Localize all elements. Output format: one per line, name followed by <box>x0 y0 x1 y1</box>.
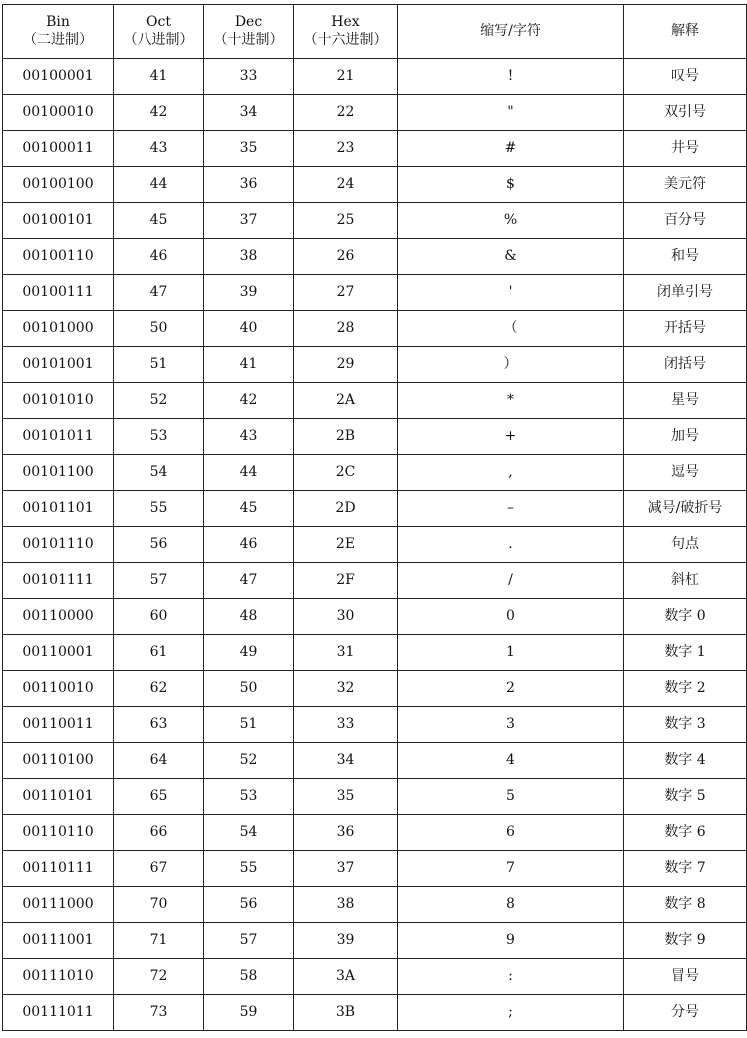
oct-cell: 41 <box>114 59 204 95</box>
char-cell: , <box>398 455 624 491</box>
char-cell: ） <box>398 347 624 383</box>
table-row <box>3 275 747 311</box>
desc-cell: 和号 <box>624 239 747 275</box>
bin-cell: 00110000 <box>3 599 114 635</box>
desc-cell: 数字 5 <box>624 779 747 815</box>
char-cell: 4 <box>398 743 624 779</box>
dec-cell: 34 <box>204 95 294 131</box>
bin-cell: 00101010 <box>3 383 114 419</box>
hex-cell: 2D <box>294 491 398 527</box>
table-row <box>3 239 747 275</box>
dec-cell: 53 <box>204 779 294 815</box>
dec-cell: 37 <box>204 203 294 239</box>
desc-cell: 数字 1 <box>624 635 747 671</box>
dec-cell: 46 <box>204 527 294 563</box>
hex-cell: 2A <box>294 383 398 419</box>
dec-cell: 57 <box>204 923 294 959</box>
table-row <box>3 203 747 239</box>
ascii-table <box>2 4 747 1031</box>
hex-cell: 30 <box>294 599 398 635</box>
hex-cell: 3A <box>294 959 398 995</box>
dec-cell: 43 <box>204 419 294 455</box>
header-dec-sublabel: （十进制） <box>213 31 284 48</box>
char-cell: ; <box>398 995 624 1031</box>
table-row <box>3 671 747 707</box>
bin-cell: 00110101 <box>3 779 114 815</box>
char-cell: " <box>398 95 624 131</box>
char-cell: . <box>398 527 624 563</box>
hex-cell: 24 <box>294 167 398 203</box>
oct-cell: 64 <box>114 743 204 779</box>
bin-cell: 00100100 <box>3 167 114 203</box>
oct-cell: 62 <box>114 671 204 707</box>
oct-cell: 61 <box>114 635 204 671</box>
dec-cell: 51 <box>204 707 294 743</box>
bin-cell: 00101111 <box>3 563 114 599</box>
desc-cell: 数字 0 <box>624 599 747 635</box>
oct-cell: 57 <box>114 563 204 599</box>
bin-cell: 00111011 <box>3 995 114 1031</box>
hex-cell: 23 <box>294 131 398 167</box>
desc-cell: 闭单引号 <box>624 275 747 311</box>
char-cell: / <box>398 563 624 599</box>
char-cell: （ <box>398 311 624 347</box>
dec-cell: 52 <box>204 743 294 779</box>
desc-cell: 数字 6 <box>624 815 747 851</box>
oct-cell: 55 <box>114 491 204 527</box>
dec-cell: 39 <box>204 275 294 311</box>
table-row <box>3 959 747 995</box>
oct-cell: 52 <box>114 383 204 419</box>
oct-cell: 54 <box>114 455 204 491</box>
dec-cell: 41 <box>204 347 294 383</box>
char-cell: 2 <box>398 671 624 707</box>
table-row <box>3 743 747 779</box>
hex-cell: 22 <box>294 95 398 131</box>
table-row <box>3 419 747 455</box>
header-dec <box>204 5 294 59</box>
char-cell: 0 <box>398 599 624 635</box>
oct-cell: 56 <box>114 527 204 563</box>
table-row <box>3 851 747 887</box>
bin-cell: 00111010 <box>3 959 114 995</box>
table-header <box>3 5 747 59</box>
hex-cell: 3B <box>294 995 398 1031</box>
table-row <box>3 131 747 167</box>
dec-cell: 59 <box>204 995 294 1031</box>
char-cell: – <box>398 491 624 527</box>
table-row <box>3 635 747 671</box>
dec-cell: 45 <box>204 491 294 527</box>
char-cell: 6 <box>398 815 624 851</box>
desc-cell: 数字 2 <box>624 671 747 707</box>
dec-cell: 58 <box>204 959 294 995</box>
oct-cell: 51 <box>114 347 204 383</box>
char-cell: 9 <box>398 923 624 959</box>
hex-cell: 29 <box>294 347 398 383</box>
bin-cell: 00101100 <box>3 455 114 491</box>
hex-cell: 33 <box>294 707 398 743</box>
oct-cell: 42 <box>114 95 204 131</box>
desc-cell: 开括号 <box>624 311 747 347</box>
hex-cell: 26 <box>294 239 398 275</box>
hex-cell: 34 <box>294 743 398 779</box>
hex-cell: 36 <box>294 815 398 851</box>
bin-cell: 00101011 <box>3 419 114 455</box>
dec-cell: 50 <box>204 671 294 707</box>
header-hex <box>294 5 398 59</box>
header-row <box>3 5 747 59</box>
desc-cell: 逗号 <box>624 455 747 491</box>
oct-cell: 73 <box>114 995 204 1031</box>
table-row <box>3 59 747 95</box>
char-cell: + <box>398 419 624 455</box>
oct-cell: 72 <box>114 959 204 995</box>
header-desc <box>624 5 747 59</box>
dec-cell: 40 <box>204 311 294 347</box>
desc-cell: 数字 4 <box>624 743 747 779</box>
char-cell: 7 <box>398 851 624 887</box>
table-row <box>3 815 747 851</box>
oct-cell: 45 <box>114 203 204 239</box>
oct-cell: 53 <box>114 419 204 455</box>
char-cell: $ <box>398 167 624 203</box>
desc-cell: 加号 <box>624 419 747 455</box>
hex-cell: 21 <box>294 59 398 95</box>
hex-cell: 31 <box>294 635 398 671</box>
oct-cell: 66 <box>114 815 204 851</box>
bin-cell: 00101000 <box>3 311 114 347</box>
bin-cell: 00110110 <box>3 815 114 851</box>
hex-cell: 38 <box>294 887 398 923</box>
table-row <box>3 167 747 203</box>
bin-cell: 00101101 <box>3 491 114 527</box>
char-cell: # <box>398 131 624 167</box>
desc-cell: 百分号 <box>624 203 747 239</box>
table-row <box>3 383 747 419</box>
desc-cell: 斜杠 <box>624 563 747 599</box>
desc-cell: 美元符 <box>624 167 747 203</box>
desc-cell: 闭括号 <box>624 347 747 383</box>
hex-cell: 37 <box>294 851 398 887</box>
desc-cell: 冒号 <box>624 959 747 995</box>
char-cell: ' <box>398 275 624 311</box>
desc-cell: 数字 8 <box>624 887 747 923</box>
dec-cell: 42 <box>204 383 294 419</box>
table-row <box>3 599 747 635</box>
table-row <box>3 923 747 959</box>
header-bin-sublabel: （二进制） <box>23 31 93 48</box>
bin-cell: 00111001 <box>3 923 114 959</box>
oct-cell: 63 <box>114 707 204 743</box>
oct-cell: 65 <box>114 779 204 815</box>
oct-cell: 43 <box>114 131 204 167</box>
table-row <box>3 779 747 815</box>
char-cell: 5 <box>398 779 624 815</box>
bin-cell: 00100101 <box>3 203 114 239</box>
table-row <box>3 455 747 491</box>
ascii-table-wrapper <box>2 4 740 1031</box>
dec-cell: 48 <box>204 599 294 635</box>
hex-cell: 39 <box>294 923 398 959</box>
oct-cell: 60 <box>114 599 204 635</box>
table-row <box>3 527 747 563</box>
hex-cell: 27 <box>294 275 398 311</box>
bin-cell: 00110001 <box>3 635 114 671</box>
table-row <box>3 311 747 347</box>
bin-cell: 00110010 <box>3 671 114 707</box>
oct-cell: 71 <box>114 923 204 959</box>
dec-cell: 44 <box>204 455 294 491</box>
bin-cell: 00110100 <box>3 743 114 779</box>
hex-cell: 25 <box>294 203 398 239</box>
header-char <box>398 5 624 59</box>
desc-cell: 分号 <box>624 995 747 1031</box>
header-oct-sublabel: （八进制） <box>123 31 194 48</box>
dec-cell: 36 <box>204 167 294 203</box>
table-row <box>3 347 747 383</box>
bin-cell: 00100110 <box>3 239 114 275</box>
header-char-label: 缩写/字符 <box>480 22 541 39</box>
table-row <box>3 563 747 599</box>
hex-cell: 35 <box>294 779 398 815</box>
bin-cell: 00100010 <box>3 95 114 131</box>
bin-cell: 00100111 <box>3 275 114 311</box>
table-row <box>3 95 747 131</box>
table-row <box>3 491 747 527</box>
header-hex-label: Hex <box>331 14 360 30</box>
char-cell: * <box>398 383 624 419</box>
dec-cell: 33 <box>204 59 294 95</box>
table-row <box>3 707 747 743</box>
hex-cell: 2C <box>294 455 398 491</box>
bin-cell: 00110111 <box>3 851 114 887</box>
header-bin-label: Bin <box>46 14 70 30</box>
oct-cell: 46 <box>114 239 204 275</box>
bin-cell: 00110011 <box>3 707 114 743</box>
desc-cell: 数字 3 <box>624 707 747 743</box>
table-row <box>3 887 747 923</box>
char-cell: ! <box>398 59 624 95</box>
desc-cell: 叹号 <box>624 59 747 95</box>
desc-cell: 双引号 <box>624 95 747 131</box>
hex-cell: 2F <box>294 563 398 599</box>
table-body <box>3 59 747 1031</box>
bin-cell: 00100011 <box>3 131 114 167</box>
desc-cell: 句点 <box>624 527 747 563</box>
desc-cell: 数字 9 <box>624 923 747 959</box>
header-oct <box>114 5 204 59</box>
hex-cell: 32 <box>294 671 398 707</box>
bin-cell: 00100001 <box>3 59 114 95</box>
dec-cell: 38 <box>204 239 294 275</box>
oct-cell: 44 <box>114 167 204 203</box>
oct-cell: 67 <box>114 851 204 887</box>
desc-cell: 井号 <box>624 131 747 167</box>
hex-cell: 2B <box>294 419 398 455</box>
dec-cell: 47 <box>204 563 294 599</box>
bin-cell: 00101110 <box>3 527 114 563</box>
dec-cell: 49 <box>204 635 294 671</box>
header-bin <box>3 5 114 59</box>
dec-cell: 56 <box>204 887 294 923</box>
dec-cell: 35 <box>204 131 294 167</box>
desc-cell: 减号/破折号 <box>624 491 747 527</box>
dec-cell: 55 <box>204 851 294 887</box>
hex-cell: 28 <box>294 311 398 347</box>
desc-cell: 星号 <box>624 383 747 419</box>
char-cell: : <box>398 959 624 995</box>
header-desc-label: 解释 <box>671 22 699 39</box>
oct-cell: 70 <box>114 887 204 923</box>
header-dec-label: Dec <box>234 14 263 30</box>
oct-cell: 50 <box>114 311 204 347</box>
oct-cell: 47 <box>114 275 204 311</box>
bin-cell: 00111000 <box>3 887 114 923</box>
char-cell: 8 <box>398 887 624 923</box>
desc-cell: 数字 7 <box>624 851 747 887</box>
hex-cell: 2E <box>294 527 398 563</box>
char-cell: 1 <box>398 635 624 671</box>
char-cell: % <box>398 203 624 239</box>
table-row <box>3 995 747 1031</box>
header-hex-sublabel: （十六进制） <box>303 31 388 48</box>
bin-cell: 00101001 <box>3 347 114 383</box>
char-cell: & <box>398 239 624 275</box>
dec-cell: 54 <box>204 815 294 851</box>
char-cell: 3 <box>398 707 624 743</box>
header-oct-label: Oct <box>146 14 171 30</box>
